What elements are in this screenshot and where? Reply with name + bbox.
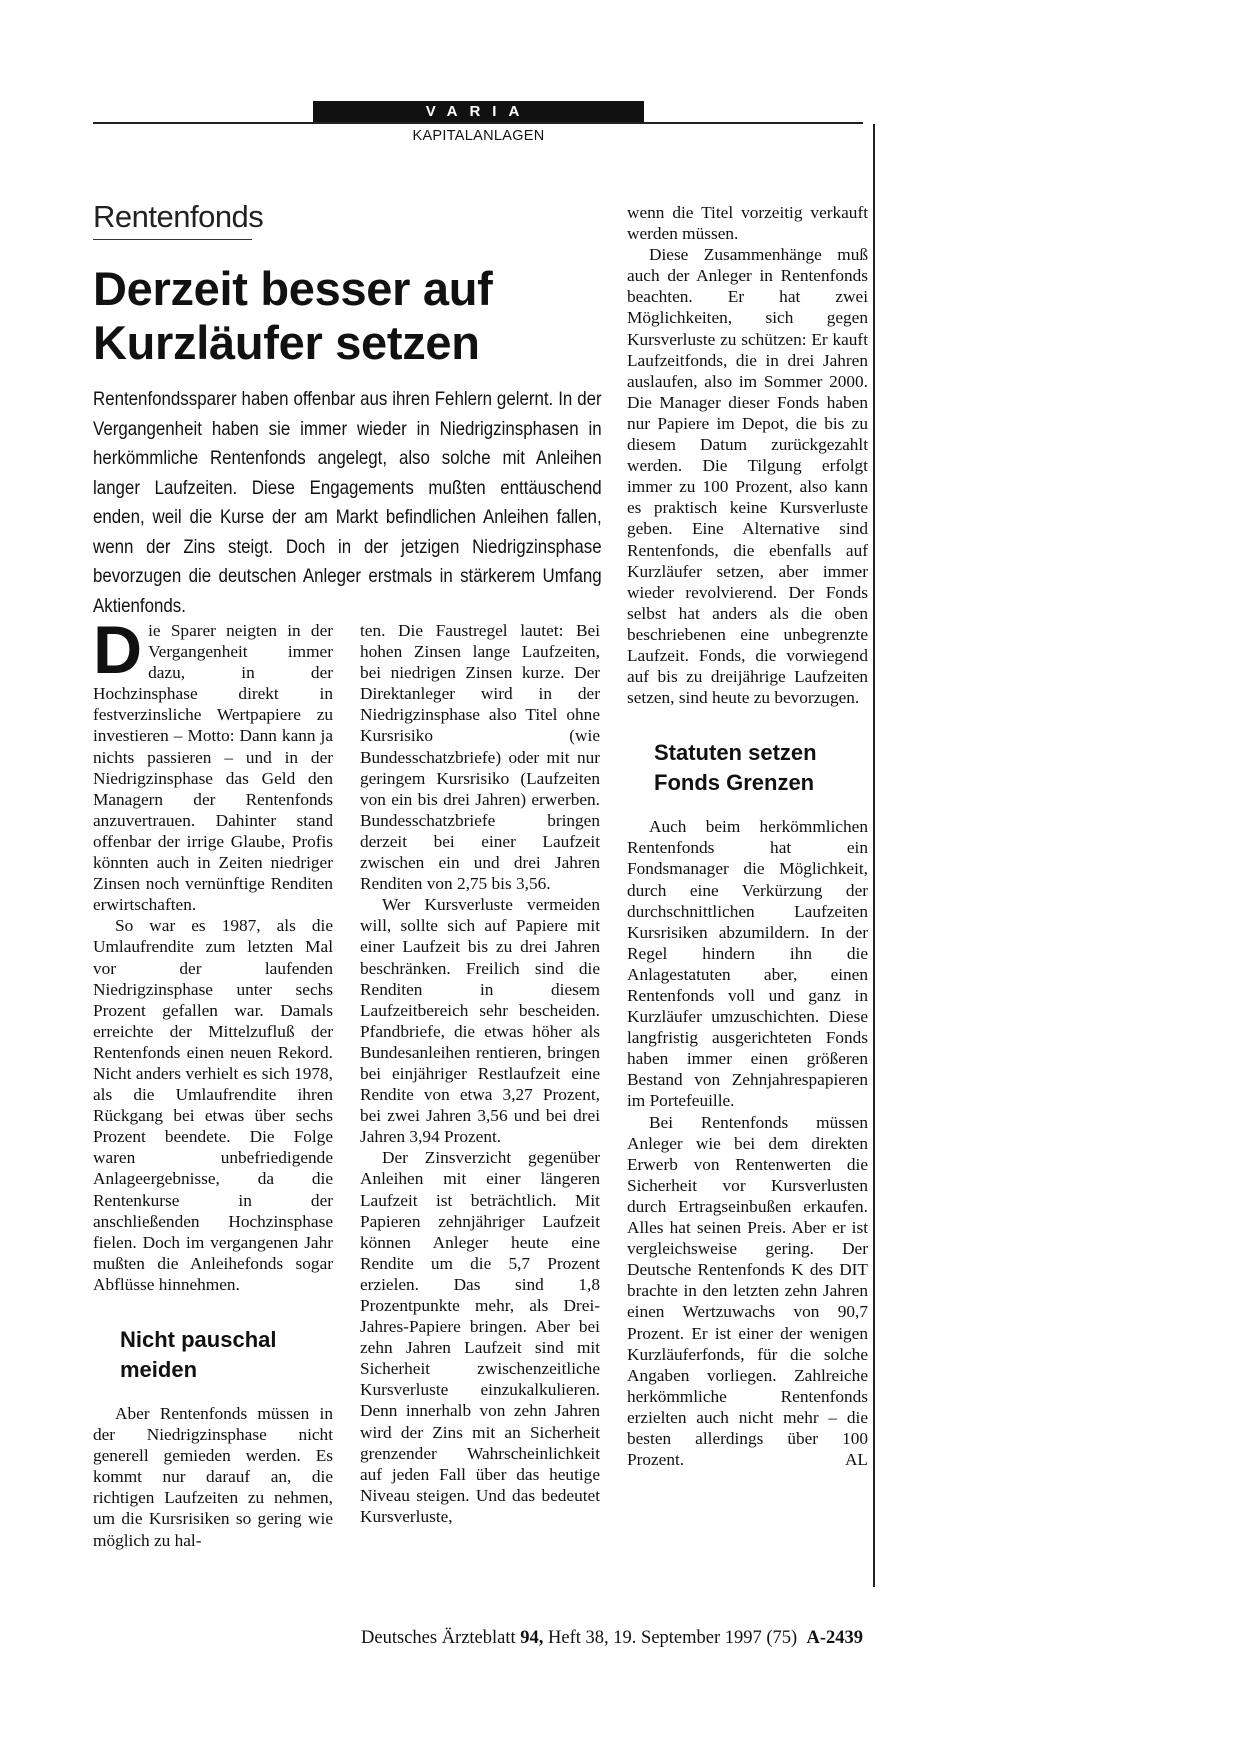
subheading: Statuten setzen Fonds Grenzen bbox=[654, 740, 817, 796]
paragraph: So war es 1987, als die Umlaufrendite zum letzten Mal vor der laufenden Niedrigzinsphase unter sechs Prozent gefallen war. Damals erreichte der Mittelzufluß der Rentenfonds einen neuen Rekord. Nicht anders verhielt es sich 1978, als die Umlaufrendite ihren Rückgang bei etwas über sechs Prozent beendete. Die Folge waren unbefriedigende Anlageergebnisse, da die Rentenkurse in der anschließenden Hochzinsphase fielen. Doch im vergangenen Jahr mußten die Anleihefonds sogar Abflüsse hinnehmen. bbox=[93, 916, 333, 1294]
paragraph: Aber Rentenfonds müssen in der Niedrigzinsphase nicht generell gemieden werden. Es kommt nur darauf an, die richtigen Laufzeiten zu nehmen, um die Kursrisiken so gering wie möglich zu hal- bbox=[93, 1404, 333, 1550]
paragraph: wenn die Titel vorzeitig verkauft werden müssen. bbox=[627, 203, 868, 244]
drop-cap: D bbox=[93, 612, 143, 688]
article-lead: Rentenfondssparer haben offenbar aus ihren Fehlern gelernt. In der Vergangenheit haben sie immer wieder in Niedrigzinsphasen in herkömmliche Rentenfonds angelegt, also solche mit Anleihen langer Laufzeiten. Diese Engagements mußten enttäuschend enden, weil die Kurse der am Markt befindlichen Anleihen fallen, wenn der Zins steigt. Doch in der jetzigen Niedrigzinsphase bevorzugen die deutschen Anleger erstmals in stärkerem Umfang Aktienfonds. bbox=[93, 389, 602, 617]
paragraph: Bei Rentenfonds müssen Anleger wie bei dem direkten Erwerb von Rentenwerten die Sicherheit vor Kursverlusten durch Ertragseinbußen erkaufen. Alles hat seinen Preis. Aber er ist vergleichsweise gering. Der Deutsche Rentenfonds K des DIT brachte in den letzten zehn Jahren einen Wertzuwachs von 90,7 Prozent. Er ist einer der wenigen Kurzläuferfonds, für die solche Angaben vorliegen. Zahlreiche herkömmliche Rentenfonds erzielten auch nicht mehr – die besten allerdings über 100 Prozent. AL bbox=[627, 1112, 868, 1470]
subheading: Nicht pauschal meiden bbox=[120, 1327, 277, 1382]
text-column-3 bbox=[627, 202, 868, 1470]
column-rule bbox=[873, 124, 875, 1587]
article-title: Derzeit besser auf Kurzläufer setzen bbox=[93, 262, 493, 369]
paragraph: Auch beim herkömmlichen Rentenfonds hat ein Fondsmanager die Möglichkeit, durch eine Verkürzung der durchschnittlichen Laufzeiten Kursrisiken abzumildern. In der Regel hindern ihn die Anlagestatuten aber, einen Rentenfonds voll und ganz in Kurzläufer umzuschichten. Diese langfristig ausgerichteten Fonds haben immer einen größeren Bestand von Zehnjahrespapieren im Portefeuille. bbox=[627, 817, 868, 1111]
section-bar: VARIA bbox=[313, 101, 644, 122]
journal-name: Deutsches Ärzteblatt bbox=[361, 1628, 516, 1648]
volume-number: 94, bbox=[520, 1628, 544, 1648]
paragraph: ten. Die Faustregel lautet: Bei hohen Zinsen lange Laufzeiten, bei niedrigen Zinsen kurze. Der Direktanleger wird in der Niedrigzinsphase also Titel ohne Kursrisiko (wie Bundesschatzbriefe) oder mit nur geringem Kursrisiko (Laufzeiten von ein bis drei Jahren) erwerben. Bundesschatzbriefe bringen derzeit bei einer Laufzeit zwischen ein und drei Jahren Renditen von 2,75 bis 3,56. bbox=[360, 621, 600, 894]
text-column-1 bbox=[93, 612, 333, 1551]
header-rule bbox=[93, 122, 863, 124]
paragraph: Die Sparer neigten in der Vergangenheit immer dazu, in der Hochzinsphase direkt in festverzinsliche Wertpapiere zu investieren – Motto: Dann kann ja nichts passieren – und in der Niedrigzinsphase das Geld den Managern der Rentenfonds anzuvertrauen. Dahinter stand offenbar der irrige Glaube, Profis könnten auch in Zeiten niedriger Zinsen noch vernünftige Renditen erwirtschaften. bbox=[93, 612, 333, 915]
page-number: A-2439 bbox=[806, 1628, 863, 1648]
paragraph: Der Zinsverzicht gegenüber Anleihen mit einer längeren Laufzeit ist beträchtlich. Mit Papieren zehnjähriger Laufzeit können Anleger heute eine Rendite um die 5,7 Prozent erzielen. Das sind 1,8 Prozentpunkte mehr, als Drei-Jahres-Papiere bringen. Aber bei zehn Jahren Laufzeit sind mit Sicherheit zwischenzeitliche Kursverluste einzukalkulieren. Denn innerhalb von zehn Jahren wird der Zins mit an Sicherheit grenzender Wahrscheinlichkeit auf jeden Fall über das heutige Niveau steigen. Und das bedeutet Kursverluste, bbox=[360, 1148, 600, 1526]
article-kicker: Rentenfonds bbox=[93, 199, 252, 240]
paragraph: Diese Zusammenhänge muß auch der Anleger in Rentenfonds beachten. Er hat zwei Möglichkeiten, sich gegen Kursverluste zu schützen: Er kauft Laufzeitfonds, die in drei Jahren auslaufen, also im Sommer 2000. Die Manager dieser Fonds haben nur Papiere im Depot, die bis zu diesem Datum zurückgezahlt werden. Die Tilgung erfolgt immer zu 100 Prozent, also kann es praktisch keine Kursverluste geben. Eine Alternative sind Rentenfonds, die ebenfalls auf Kurzläufer setzen, aber immer wieder revolvierend. Der Fonds selbst hat anders als die oben beschriebenen eine unbegrenzte Laufzeit. Fonds, die vorwiegend auf bis zu dreijährige Laufzeiten setzen, sind heute zu bevorzugen. bbox=[627, 245, 868, 708]
author-initials: AL bbox=[844, 1450, 868, 1470]
paragraph: Wer Kursverluste vermeiden will, sollte sich auf Papiere mit einer Laufzeit bis zu drei Jahren beschränken. Freilich sind die Renditen in diesem Laufzeitbereich sehr bescheiden. Pfandbriefe, die etwas höher als Bundesanleihen rentieren, bringen bei einjähriger Restlaufzeit eine Rendite von etwa 3,27 Prozent, bei zwei Jahren 3,56 und bei drei Jahren 3,94 Prozent. bbox=[360, 895, 600, 1147]
issue-info: Heft 38, 19. September 1997 (75) bbox=[548, 1628, 798, 1648]
page-footer bbox=[300, 1628, 863, 1649]
subsection-label: KAPITALANLAGEN bbox=[412, 128, 545, 144]
text-column-2 bbox=[360, 620, 600, 1527]
